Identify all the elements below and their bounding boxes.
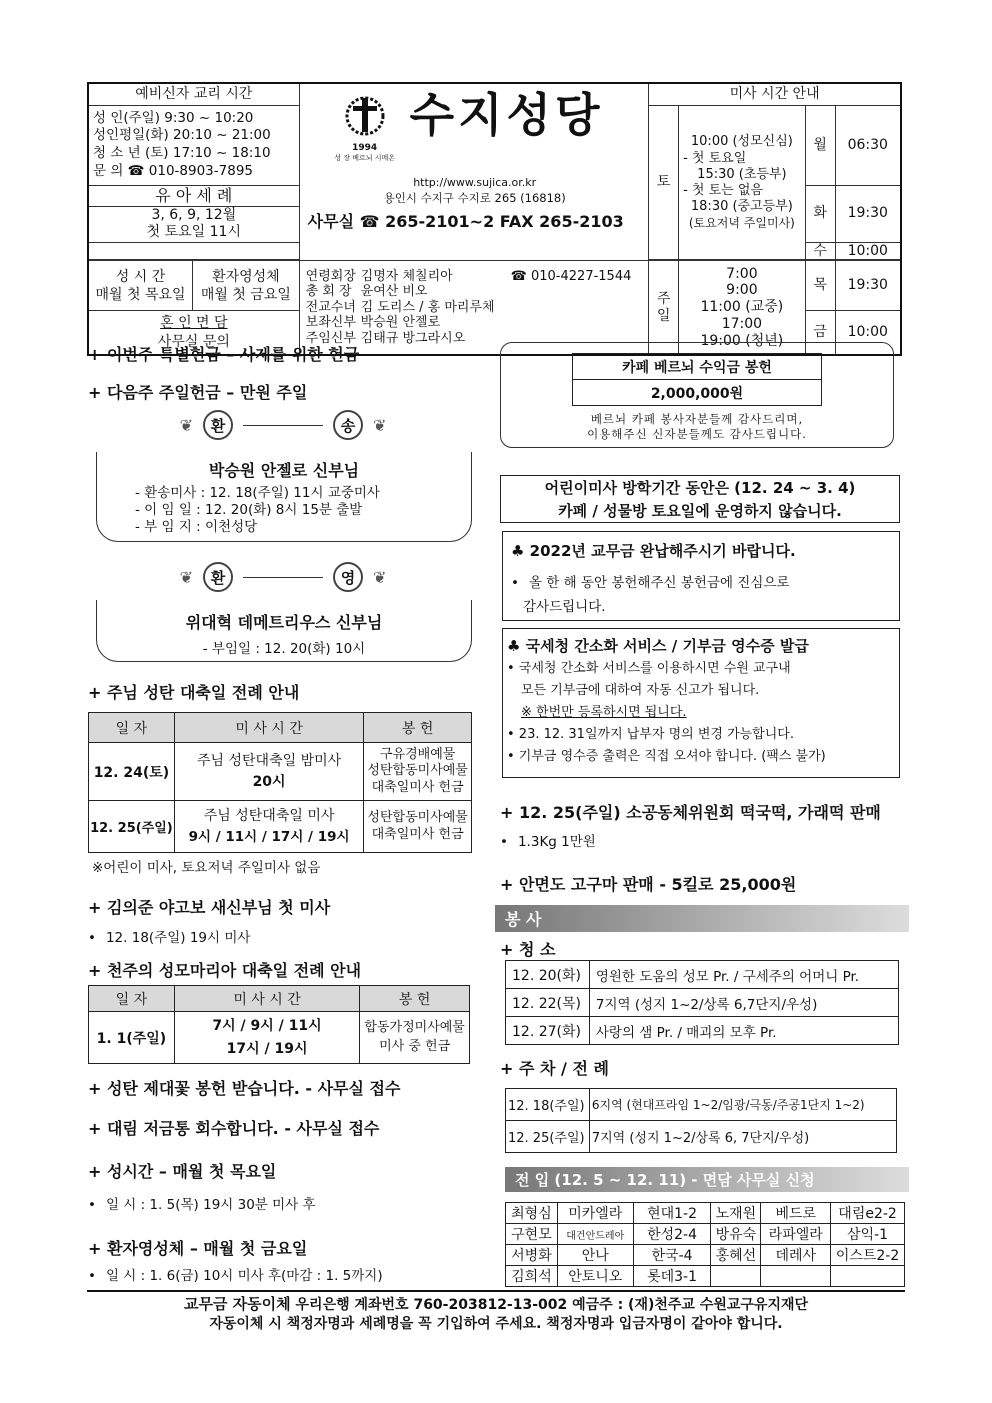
footer-bold: 교무금 자동이체 bbox=[183, 1295, 291, 1313]
tax-line: • 국세청 간소화 서비스를 이용하시면 수원 교구내 bbox=[507, 660, 791, 676]
sick-title: + 환자영성체 – 매월 첫 금요일 bbox=[88, 1239, 308, 1258]
church-name: 수지성당 bbox=[409, 88, 604, 142]
weekday-fri-time: 10:00 bbox=[835, 311, 901, 355]
cleaning-table bbox=[505, 960, 899, 1045]
weekday-wed-time: 10:00 bbox=[835, 242, 901, 260]
first-mass-detail: • 12. 18(주일) 19시 미사 bbox=[88, 926, 250, 946]
rice-cake-detail: • 1.3Kg 1만원 bbox=[500, 830, 596, 850]
dues-line1: • 올 한 해 동안 봉헌해주신 봉헌금에 진심으로 bbox=[511, 571, 891, 591]
holy-hour-detail: • 일 시 : 1. 5(목) 19시 30분 미사 후 bbox=[88, 1193, 316, 1213]
ribbon-icon: ❦ bbox=[179, 567, 193, 587]
cafe-thanks: 베르뇌 카페 봉사자분들께 감사드리며, 이용해주신 신자분들께도 감사드립니다. bbox=[587, 412, 807, 441]
col-offering: 봉 헌 bbox=[360, 986, 470, 1012]
ribbon-icon: ❦ bbox=[373, 415, 387, 435]
table-row: 12. 25(주일) 주님 성탄대축일 미사 9시 / 11시 / 17시 / 19시 성탄합동미사예물 대축일미사 헌금 bbox=[89, 801, 472, 853]
weekday-mon: 월 bbox=[805, 105, 835, 185]
christmas-note: ※어린이 미사, 토요저녁 주일미사 없음 bbox=[92, 860, 321, 876]
special-offering: + 이번주 특별헌금 – 사제를 위한 헌금 bbox=[88, 345, 360, 364]
service-band: 봉 사 bbox=[495, 905, 909, 932]
dues-line2: 감사드립니다. bbox=[523, 599, 606, 615]
sick-detail: • 일 시 : 1. 6(금) 10시 미사 후(마감 : 1. 5까지) bbox=[88, 1264, 383, 1284]
sunday-mass-times: 7:00 9:00 11:00 (교중) 17:00 19:00 (청년) bbox=[679, 261, 806, 355]
weekday-tue: 화 bbox=[805, 185, 835, 242]
dues-box bbox=[502, 531, 900, 621]
tax-title: ♣ 국세청 간소화 서비스 / 기부금 영수증 발급 bbox=[507, 637, 809, 655]
parking-title: + 주 차 / 전 례 bbox=[500, 1059, 609, 1078]
newcomers-band: 전 입 (12. 5 ~ 12. 11) - 면담 사무실 신청 bbox=[505, 1167, 909, 1192]
table-row: 김희석 안토니오 롯데3-1 bbox=[506, 1266, 905, 1287]
advent-box-notice: + 대림 저금통 회수합니다. - 사무실 접수 bbox=[88, 1119, 380, 1138]
tax-line: 모든 기부금에 대하여 자동 신고가 됩니다. bbox=[521, 682, 760, 698]
cafe-table bbox=[572, 353, 822, 406]
christmas-table bbox=[88, 712, 472, 853]
church-url[interactable]: http://www.sujica.or.kr bbox=[413, 176, 537, 189]
staff-row: 보좌신부 박승원 안젤로 bbox=[305, 315, 441, 331]
table-row: 구현모 대건안드레아 한성2-4 방유숙 라파엘라 삼익-1 bbox=[506, 1224, 905, 1245]
staff-row: 연령회장 김명자 체칠리아 ☎ 010-4227-1544 bbox=[305, 268, 632, 284]
infant-baptism: 유 아 세 례 3, 6, 9, 12월 첫 토요일 11시 bbox=[88, 185, 299, 242]
cafe-amount: 2,000,000원 bbox=[573, 380, 822, 406]
saturday-label: 토 bbox=[649, 105, 679, 260]
rice-cake-title: + 12. 25(주일) 소공동체위원회 떡국떡, 가래떡 판매 bbox=[500, 803, 881, 822]
first-mass-title: + 김의준 야고보 새신부님 첫 미사 bbox=[88, 898, 331, 917]
table-row: 12. 24(토) 주님 성탄대축일 밤미사 20시 구유경배예물 성탄합동미사예물 대축일미사 헌금 bbox=[89, 743, 472, 801]
footer-account: 우리은행 계좌번호 760-203812-13-002 예금주 : (재)천주교 수원교구유지재단 bbox=[290, 1297, 809, 1313]
sunday-label: 주일 bbox=[649, 261, 679, 355]
catechism-title: 예비신자 교리 시간 bbox=[88, 83, 299, 105]
vacation-notice: 어린이미사 방학기간 동안은 (12. 24 ~ 3. 4) 카페 / 성물방 토요일에 운영하지 않습니다. bbox=[500, 475, 900, 523]
table-row: 12. 25(주일) 7지역 (성지 1~2/상록 6, 7단지/우성) bbox=[506, 1121, 897, 1153]
cafe-title: 카페 베르뇌 수익금 봉헌 bbox=[573, 354, 822, 380]
header-table bbox=[87, 82, 902, 356]
holy-hour-cell: 성 시 간 매월 첫 목요일 bbox=[88, 261, 193, 311]
table-row: 12. 22(목) 7지역 (성지 1~2/상록 6,7단지/우성) bbox=[506, 989, 899, 1017]
col-date: 일 자 bbox=[89, 986, 175, 1012]
mary-table bbox=[88, 985, 470, 1064]
newcomers-table bbox=[505, 1202, 905, 1287]
saturday-mass-times: 10:00 (성모신심) - 첫 토요일 15:30 (초등부) - 첫 토는 없음 18:30 (중고등부) (토요저녁 주일미사) bbox=[679, 105, 806, 260]
table-row: 12. 18(주일) 6지역 (현대프라임 1~2/임광/극동/주공1단지 1~2) bbox=[506, 1089, 897, 1121]
farewell-name: 박승원 안젤로 신부님 bbox=[208, 461, 360, 480]
cafe-box bbox=[500, 342, 894, 448]
weekday-tue-time: 19:30 bbox=[835, 185, 901, 242]
dues-title: ♣ 2022년 교무금 완납해주시기 바랍니다. bbox=[511, 542, 796, 560]
staff-row: 주임신부 김태규 방그라시오 bbox=[305, 330, 466, 346]
welcome-char-1: 환 bbox=[203, 562, 233, 592]
parking-table bbox=[505, 1088, 897, 1153]
mary-title: + 천주의 성모마리아 대축일 전례 안내 bbox=[88, 961, 362, 980]
marriage-cell: 혼 인 면 담 사무실 문의 bbox=[88, 311, 299, 355]
staff-list bbox=[299, 261, 649, 355]
tax-line: • 기부금 영수증 출력은 직접 오셔야 합니다. (팩스 불가) bbox=[507, 748, 826, 764]
welcome-ornament bbox=[88, 562, 478, 592]
farewell-char-1: 환 bbox=[203, 410, 233, 440]
table-row: 서병화 안나 한국-4 홍혜선 데레사 이스트2-2 bbox=[506, 1245, 905, 1266]
footer bbox=[87, 1294, 905, 1334]
mass-title: 미사 시간 안내 bbox=[649, 83, 901, 105]
table-row: 12. 20(화) 영원한 도움의 성모 Pr. / 구세주의 어머니 Pr. bbox=[506, 961, 899, 989]
cleaning-title: + 청 소 bbox=[500, 940, 556, 959]
weekday-mon-time: 06:30 bbox=[835, 105, 901, 185]
staff-row: 총 회 장 윤여산 비오 bbox=[305, 284, 428, 300]
farewell-box bbox=[96, 452, 472, 542]
table-row: 12. 27(화) 사랑의 샘 Pr. / 매괴의 모후 Pr. bbox=[506, 1017, 899, 1045]
next-offering: + 다음주 주일헌금 – 만원 주일 bbox=[88, 383, 308, 402]
table-row: 1. 1(주일) 7시 / 9시 / 11시 17시 / 19시 합동가정미사예물 미사 중 헌금 bbox=[89, 1012, 470, 1064]
christmas-title: + 주님 성탄 대축일 전례 안내 bbox=[88, 683, 300, 702]
weekday-wed: 수 bbox=[805, 242, 835, 260]
holy-hour-title: + 성시간 – 매월 첫 목요일 bbox=[88, 1162, 277, 1181]
col-mass-time: 미 사 시 간 bbox=[174, 713, 363, 743]
welcome-name: 위대혁 데메트리우스 신부님 bbox=[185, 613, 383, 632]
church-banner bbox=[299, 83, 649, 261]
col-offering: 봉 헌 bbox=[364, 713, 472, 743]
weekday-fri: 금 bbox=[805, 311, 835, 355]
weekday-thu-time: 19:30 bbox=[835, 261, 901, 311]
tax-line: ※ 한번만 등록하시면 됩니다. bbox=[521, 704, 687, 720]
cross-logo-icon bbox=[341, 90, 389, 138]
catechism-times: 성 인(주일) 9:30 ~ 10:20 성인평일(화) 20:10 ~ 21:00 청 소 년 (토) 17:10 ~ 18:10 문 의 ☎ 010-8903-7895 bbox=[88, 105, 299, 185]
farewell-char-2: 송 bbox=[333, 410, 363, 440]
footer-line2: 자동이체 시 책정자명과 세례명을 꼭 기입하여 주세요. 책정자명과 입금자명이 같아야 합니다. bbox=[209, 1315, 783, 1332]
farewell-details: - 환송미사 : 12. 18(주일) 11시 교중미사 - 이 임 일 : 12. 20(화) 8시 15분 출발 - 부 임 지 : 이천성당 bbox=[135, 485, 380, 535]
col-mass-time: 미 사 시 간 bbox=[174, 986, 359, 1012]
church-logo: 1994 성 장 베르뇌 시메온 bbox=[330, 90, 400, 162]
farewell-ornament bbox=[88, 410, 478, 440]
tax-line: • 23. 12. 31일까지 납부자 명의 변경 가능합니다. bbox=[507, 726, 794, 742]
ribbon-icon: ❦ bbox=[373, 567, 387, 587]
flowers-notice: + 성탄 제대꽃 봉헌 받습니다. - 사무실 접수 bbox=[88, 1079, 401, 1098]
tax-box bbox=[502, 628, 900, 778]
welcome-char-2: 영 bbox=[333, 562, 363, 592]
office-phone: 사무실 ☎ 265-2101~2 FAX 265-2103 bbox=[307, 212, 624, 231]
church-address: 용인시 수지구 수지로 265 (16818) bbox=[383, 191, 566, 205]
ribbon-icon: ❦ bbox=[179, 415, 193, 435]
table-row: 최형심 미카엘라 현대1-2 노재원 베드로 대림e2-2 bbox=[506, 1203, 905, 1224]
welcome-details: - 부임일 : 12. 20(화) 10시 bbox=[202, 641, 366, 657]
col-date: 일 자 bbox=[89, 713, 175, 743]
welcome-box bbox=[96, 600, 472, 662]
sweet-potato-notice: + 안면도 고구마 판매 - 5킬로 25,000원 bbox=[500, 875, 797, 894]
staff-row: 전교수녀 김 도리스 / 홍 마리루체 bbox=[305, 299, 495, 315]
weekday-thu: 목 bbox=[805, 261, 835, 311]
sick-communion-cell: 환자영성체 매월 첫 금요일 bbox=[193, 261, 300, 311]
